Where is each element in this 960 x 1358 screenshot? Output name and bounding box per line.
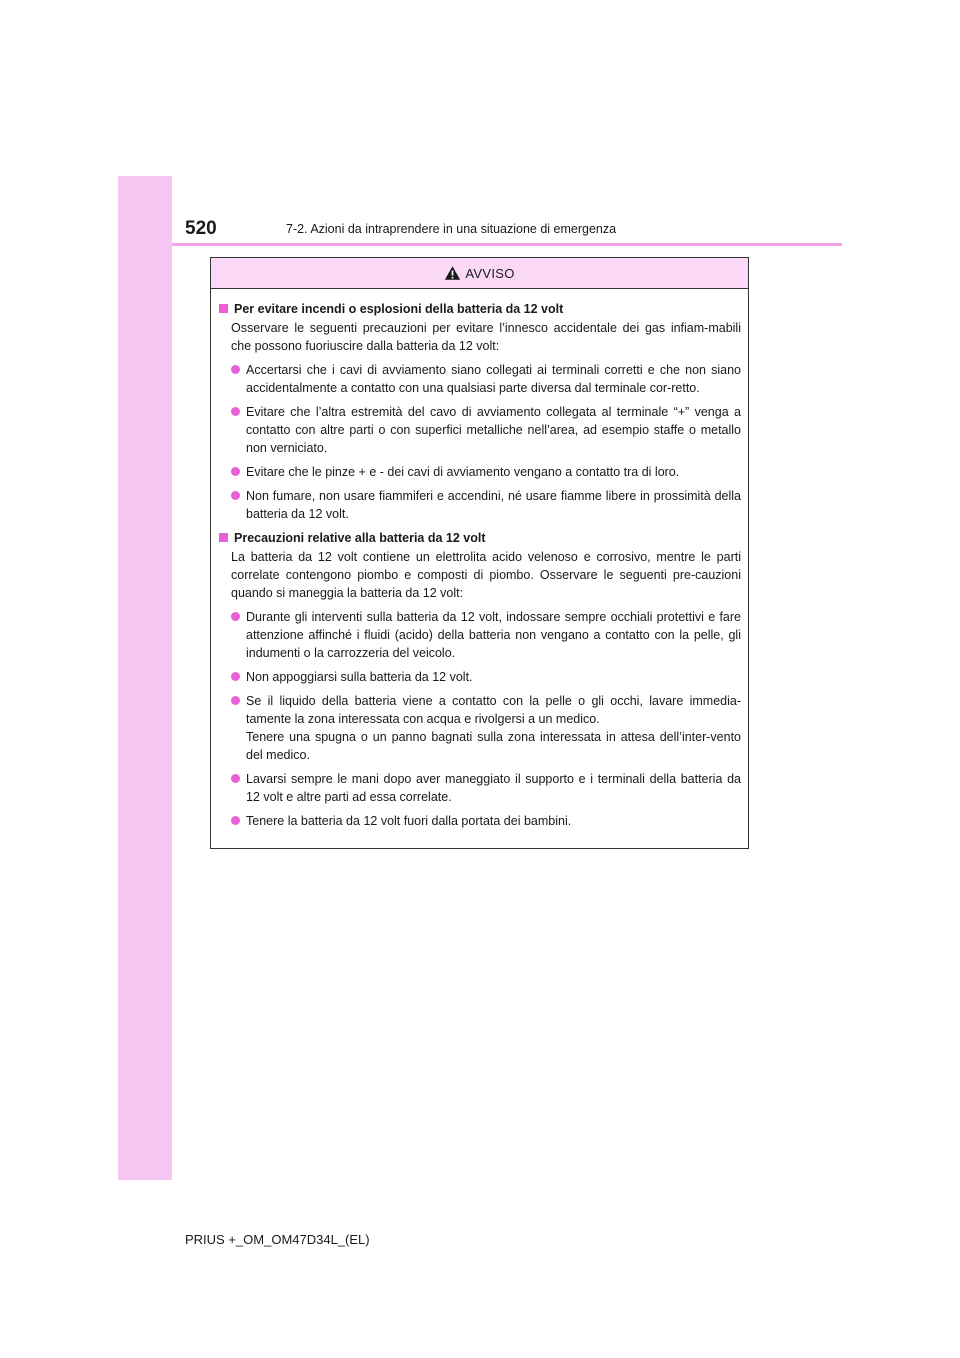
warning-header bbox=[211, 258, 748, 289]
list-item bbox=[219, 487, 741, 523]
round-bullet-icon bbox=[231, 696, 240, 705]
section-heading-text: Per evitare incendi o esplosioni della batteria da 12 volt bbox=[234, 302, 564, 316]
round-bullet-icon bbox=[231, 774, 240, 783]
page-number: 520 bbox=[185, 218, 217, 239]
list-item bbox=[219, 463, 741, 481]
round-bullet-icon bbox=[231, 491, 240, 500]
list-item bbox=[219, 668, 741, 686]
list-item-text: Non fumare, non usare fiammiferi e accendini, né usare fiamme libere in prossimità della batteria da 12 volt. bbox=[246, 489, 741, 521]
section-heading bbox=[219, 300, 741, 318]
round-bullet-icon bbox=[231, 672, 240, 681]
warning-body bbox=[211, 289, 748, 830]
warning-box bbox=[210, 257, 749, 849]
list-item-text: Tenere una spugna o un panno bagnati sulla zona interessata in attesa dell’inter-vento del medico. bbox=[246, 730, 741, 762]
warning-label: AVVISO bbox=[465, 265, 515, 281]
section-intro: Osservare le seguenti precauzioni per evitare l’innesco accidentale dei gas infiam-mabili che possono fuoriuscire dalla batteria da 12 volt: bbox=[231, 321, 741, 353]
list-item-text: Durante gli interventi sulla batteria da 12 volt, indossare sempre occhiali protettivi e fare attenzione affinché i fluidi (acido) della batteria non vengano a contatto con la pelle, gli indumenti o la carrozzeria del veicolo. bbox=[246, 610, 741, 660]
chapter-sidebar-tab bbox=[118, 176, 172, 1180]
section-heading-text: Precauzioni relative alla batteria da 12 volt bbox=[234, 531, 486, 545]
list-item-text-group bbox=[246, 692, 741, 764]
list-item bbox=[219, 608, 741, 662]
list-item-text: Tenere la batteria da 12 volt fuori dalla portata dei bambini. bbox=[246, 814, 572, 828]
round-bullet-icon bbox=[231, 816, 240, 825]
square-bullet-icon bbox=[219, 304, 228, 313]
list-item-text: Lavarsi sempre le mani dopo aver maneggiato il supporto e i terminali della batteria da 12 volt e altre parti ad essa correlate. bbox=[246, 772, 741, 804]
document-code: PRIUS +_OM_OM47D34L_(EL) bbox=[185, 1232, 370, 1247]
list-item-text: Non appoggiarsi sulla batteria da 12 volt. bbox=[246, 670, 473, 684]
section-heading bbox=[219, 529, 741, 547]
section-intro: La batteria da 12 volt contiene un elettrolita acido velenoso e corrosivo, mentre le parti correlate contengono piombo e composti di piombo. Osservare le seguenti pre-cauzioni quando si maneggia la batteria da 12 volt: bbox=[231, 550, 741, 600]
header-divider bbox=[172, 243, 842, 246]
round-bullet-icon bbox=[231, 365, 240, 374]
list-item bbox=[219, 692, 741, 764]
warning-triangle-icon bbox=[444, 265, 461, 281]
section-title: 7-2. Azioni da intraprendere in una situazione di emergenza bbox=[286, 222, 617, 236]
list-item bbox=[219, 361, 741, 397]
round-bullet-icon bbox=[231, 407, 240, 416]
round-bullet-icon bbox=[231, 612, 240, 621]
list-item bbox=[219, 812, 741, 830]
list-item-text: Accertarsi che i cavi di avviamento siano collegati ai terminali corretti e che non siano accidentalmente a contatto con una qualsiasi parte diversa dal terminale cor-retto. bbox=[246, 363, 741, 395]
list-item bbox=[219, 403, 741, 457]
list-item-text: Evitare che l’altra estremità del cavo di avviamento collegata al terminale “+” venga a contatto con altre parti o con superfici metalliche nell’area, ad esempio staffe o metallo non verniciato. bbox=[246, 405, 741, 455]
round-bullet-icon bbox=[231, 467, 240, 476]
list-item-text: Evitare che le pinze + e - dei cavi di avviamento vengano a contatto tra di loro. bbox=[246, 465, 680, 479]
list-item-text: Se il liquido della batteria viene a contatto con la pelle o gli occhi, lavare immedia-tamente la zona interessata con acqua e rivolgersi a un medico. bbox=[246, 694, 741, 726]
square-bullet-icon bbox=[219, 533, 228, 542]
list-item bbox=[219, 770, 741, 806]
